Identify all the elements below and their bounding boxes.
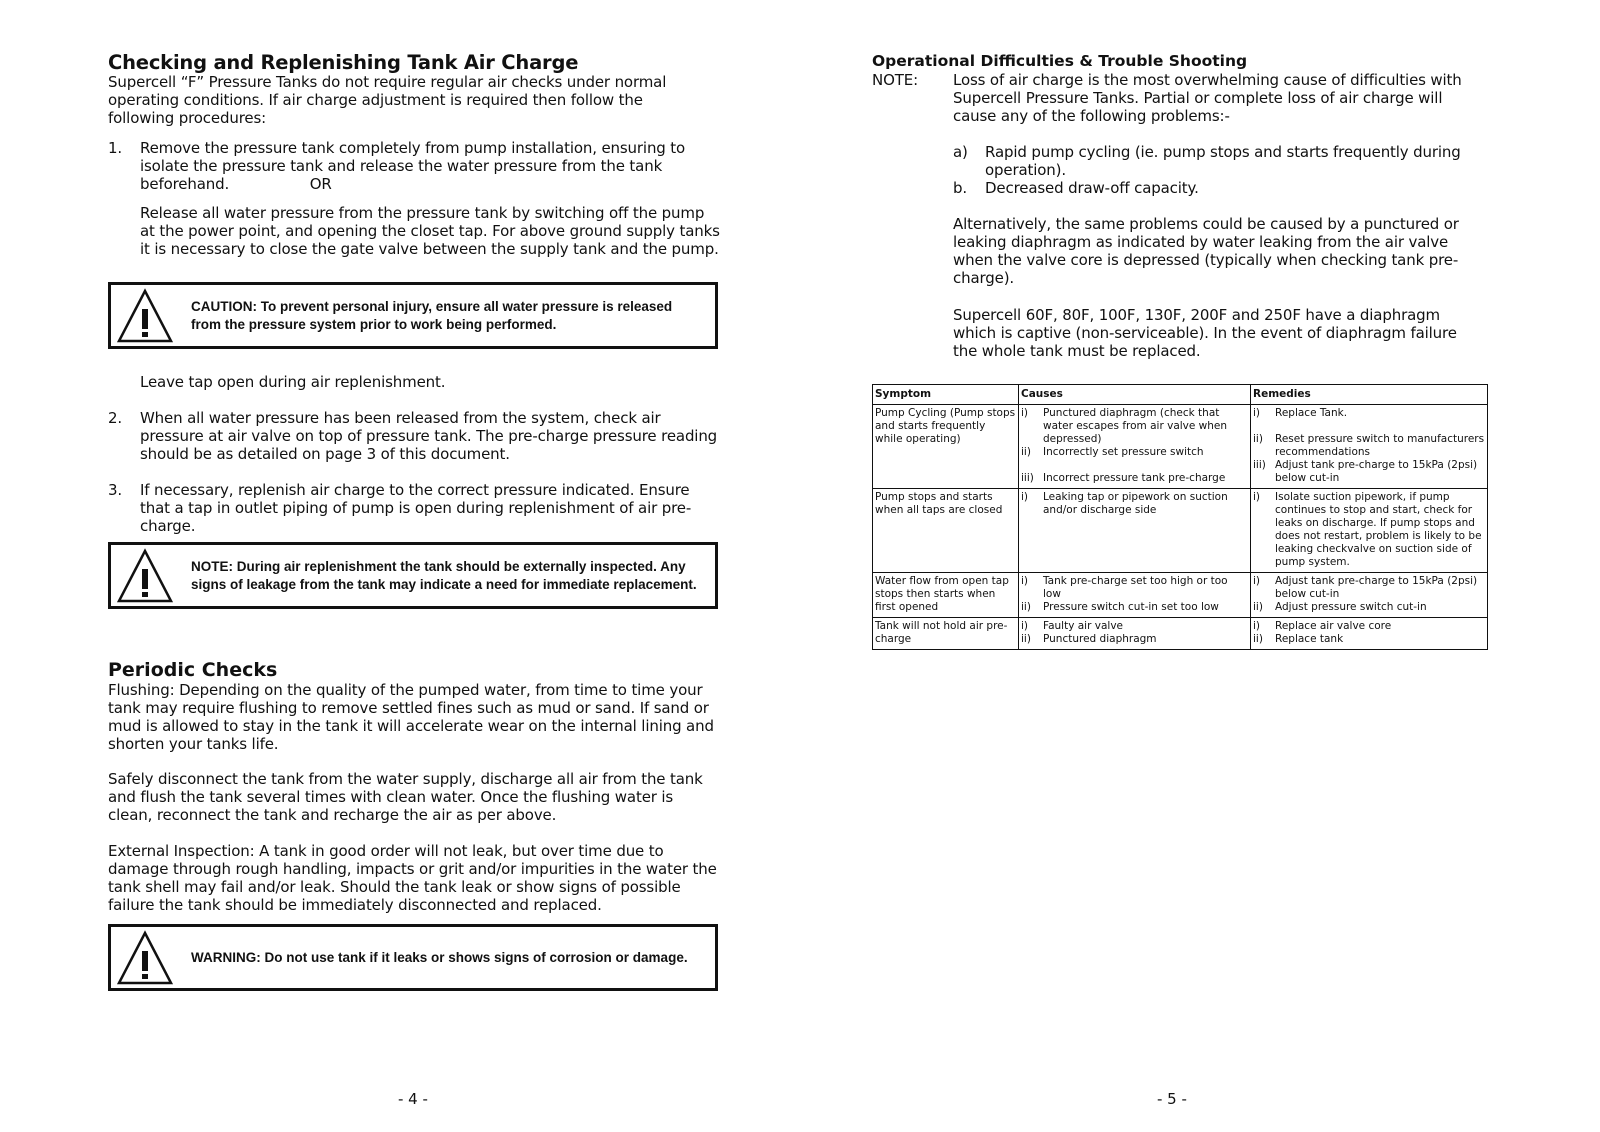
step-3-number: 3. <box>108 481 123 499</box>
cause-number: ii) <box>1021 446 1031 458</box>
section-title-trouble-shooting: Operational Difficulties & Trouble Shooting <box>872 52 1248 70</box>
page-number-4: - 4 - <box>398 1090 428 1108</box>
intro-paragraph: Supercell “F” Pressure Tanks do not require regular air checks under normal operating conditions. If air charge adjustment is required then follow the following procedures: <box>108 73 667 127</box>
flushing-paragraph: Flushing: Depending on the quality of the pumped water, from time to time your tank may require flushing to remove settled fines such as mud or sand. If sand or mud is allowed to stay in the tank it will accelerate wear on the internal lining and shorten your tanks life. <box>108 681 714 753</box>
remedy-text: Adjust pressure switch cut-in <box>1275 601 1427 613</box>
step-1-or: OR <box>309 175 332 193</box>
cause-number: iii) <box>1021 472 1034 484</box>
cause-text: Pressure switch cut-in set too low <box>1043 601 1219 613</box>
leave-tap-text: Leave tap open during air replenishment. <box>140 373 446 391</box>
cause-text: Punctured diaphragm <box>1043 633 1157 645</box>
remedy-number: i) <box>1253 491 1261 503</box>
warning-triangle-icon <box>115 547 175 605</box>
remedy-text: Reset pressure switch to manufacturers recommendations <box>1275 433 1485 458</box>
causes-cell <box>1019 489 1251 573</box>
remedy-text: Replace air valve core <box>1275 620 1392 632</box>
remedy-number: iii) <box>1253 459 1266 471</box>
problem-text: Decreased draw-off capacity. <box>985 179 1199 197</box>
table-row <box>873 405 1488 489</box>
cause-number: ii) <box>1021 601 1031 613</box>
alternatively-paragraph: Alternatively, the same problems could be caused by a punctured or leaking diaphragm as indicated by water leaking from the air valve when the valve core is depressed (typically when checking tank pre-charge). <box>953 215 1459 287</box>
warning-box <box>108 924 718 991</box>
page-number-5: - 5 - <box>1157 1090 1187 1108</box>
causes-cell <box>1019 573 1251 618</box>
cause-number: i) <box>1021 575 1029 587</box>
remedy-number: ii) <box>1253 633 1263 645</box>
page-5 <box>800 0 1600 1132</box>
models-paragraph: Supercell 60F, 80F, 100F, 130F, 200F and 250F have a diaphragm which is captive (non-serviceable). In the event of diaphragm failure the whole tank must be replaced. <box>953 306 1457 360</box>
note-text: NOTE: During air replenishment the tank should be externally inspected. Any signs of leakage from the tank may indicate a need for immediate replacement. <box>191 558 697 592</box>
problem-marker: a) <box>953 143 968 161</box>
table-row <box>873 573 1488 618</box>
note-box <box>108 542 718 609</box>
note-label: NOTE: <box>872 71 918 89</box>
section-title-air-charge: Checking and Replenishing Tank Air Charge <box>108 51 579 74</box>
table-header-row <box>873 385 1488 405</box>
problem-text: Rapid pump cycling (ie. pump stops and starts frequently during operation). <box>985 143 1461 179</box>
warning-triangle-icon <box>115 287 175 345</box>
remedy-text: Adjust tank pre-charge to 15kPa (2psi) below cut-in <box>1275 459 1478 484</box>
cause-number: ii) <box>1021 633 1031 645</box>
column-header-symptom: Symptom <box>873 385 1019 405</box>
cause-text: Punctured diaphragm (check that water escapes from air valve when depressed) <box>1043 407 1228 445</box>
caution-box <box>108 282 718 349</box>
causes-cell <box>1019 618 1251 650</box>
step-1-alternative: Release all water pressure from the pressure tank by switching off the pump at the power point, and opening the closet tap. For above ground supply tanks it is necessary to close the gate valve between the supply tank and the pump. <box>140 204 720 258</box>
remedy-number: ii) <box>1253 601 1263 613</box>
note-paragraph: Loss of air charge is the most overwhelming cause of difficulties with Supercell Pressure Tanks. Partial or complete loss of air charge will cause any of the following problems:- <box>953 71 1462 125</box>
cause-text: Tank pre-charge set too high or too low <box>1043 575 1228 600</box>
remedy-text: Adjust tank pre-charge to 15kPa (2psi) below cut-in <box>1275 575 1478 600</box>
causes-cell <box>1019 405 1251 489</box>
remedy-number: i) <box>1253 575 1261 587</box>
problem-marker: b. <box>953 179 967 197</box>
symptom-cell: Pump stops and starts when all taps are closed <box>873 489 1019 573</box>
warning-triangle-icon <box>115 929 175 987</box>
step-1-text: Remove the pressure tank completely from pump installation, ensuring to isolate the pressure tank and release the water pressure from the tank beforehand. <box>140 139 686 193</box>
step-3-text: If necessary, replenish air charge to the correct pressure indicated. Ensure that a tap in outlet piping of pump is open during replenishment of air pre-charge. <box>140 481 692 535</box>
cause-text: Faulty air valve <box>1043 620 1123 632</box>
remedy-text: Isolate suction pipework, if pump continues to stop and start, check for leaks on discharge. If pump stops and does not restart, problem is likely to be leaking checkvalve on suction side of pump system. <box>1275 491 1482 568</box>
external-inspection-paragraph: External Inspection: A tank in good order will not leak, but over time due to damage through rough handling, impacts or grit and/or impurities in the water the tank shell may fail and/or leak. Should the tank leak or show signs of possible failure the tank should be immediately disconnected and replaced. <box>108 842 717 914</box>
remedy-text: Replace Tank. <box>1275 407 1348 419</box>
symptom-cell: Tank will not hold air pre-charge <box>873 618 1019 650</box>
cause-number: i) <box>1021 407 1029 419</box>
section-title-periodic-checks: Periodic Checks <box>108 659 278 681</box>
step-2-text: When all water pressure has been released from the system, check air pressure at air valve on top of pressure tank. The pre-charge pressure reading should be as detailed on page 3 of this document. <box>140 409 718 463</box>
cause-text: Leaking tap or pipework on suction and/or discharge side <box>1043 491 1228 516</box>
remedies-cell <box>1251 489 1488 573</box>
remedies-cell <box>1251 405 1488 489</box>
cause-number: i) <box>1021 620 1029 632</box>
cause-text: Incorrectly set pressure switch <box>1043 446 1204 458</box>
remedy-number: i) <box>1253 620 1261 632</box>
symptom-cell: Water flow from open tap stops then starts when first opened <box>873 573 1019 618</box>
cause-number: i) <box>1021 491 1029 503</box>
remedy-number: i) <box>1253 407 1261 419</box>
cause-text: Incorrect pressure tank pre-charge <box>1043 472 1226 484</box>
column-header-causes: Causes <box>1019 385 1251 405</box>
table-row <box>873 489 1488 573</box>
symptom-cell: Pump Cycling (Pump stops and starts frequently while operating) <box>873 405 1019 489</box>
step-1-number: 1. <box>108 139 123 157</box>
table-row <box>873 618 1488 650</box>
remedies-cell <box>1251 573 1488 618</box>
remedies-cell <box>1251 618 1488 650</box>
remedy-text: Replace tank <box>1275 633 1344 645</box>
caution-text: CAUTION: To prevent personal injury, ensure all water pressure is released from the pressure system prior to work being performed. <box>191 298 673 332</box>
disconnect-paragraph: Safely disconnect the tank from the water supply, discharge all air from the tank and flush the tank several times with clean water. Once the flushing water is clean, reconnect the tank and recharge the air as per above. <box>108 770 703 824</box>
column-header-remedies: Remedies <box>1251 385 1488 405</box>
remedy-number: ii) <box>1253 433 1263 445</box>
trouble-shooting-table <box>872 384 1488 650</box>
step-2-number: 2. <box>108 409 123 427</box>
warning-text: WARNING: Do not use tank if it leaks or shows signs of corrosion or damage. <box>191 949 688 965</box>
